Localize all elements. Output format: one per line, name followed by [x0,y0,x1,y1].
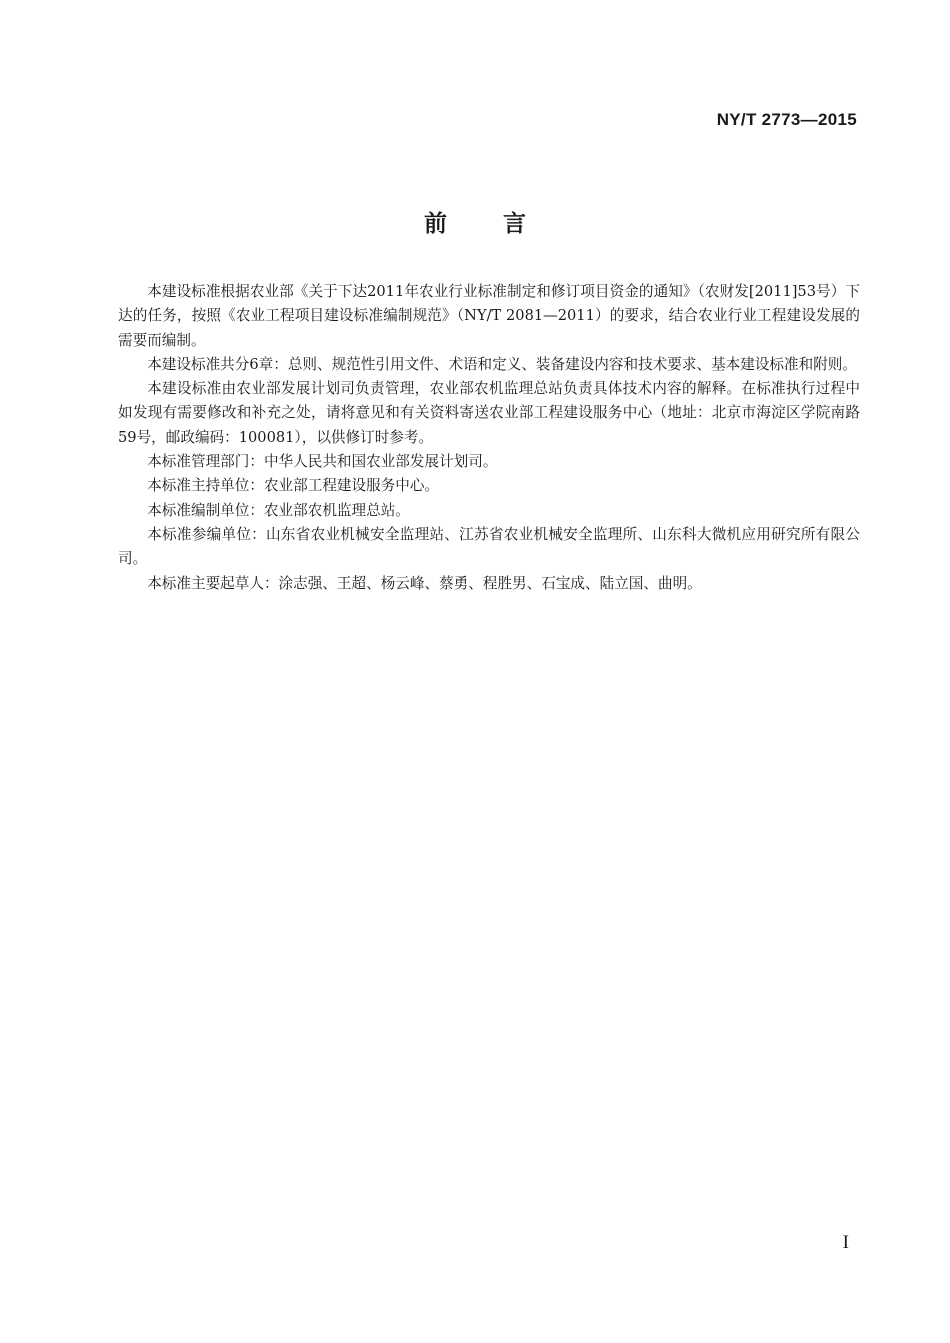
foreword-body [118,280,860,596]
paragraph-drafters: 本标准主要起草人：涂志强、王超、杨云峰、蔡勇、程胜男、石宝成、陆立国、曲明。 [147,574,702,592]
page-number: I [842,1232,849,1253]
paragraph-origin: 本建设标准根据农业部《关于下达2011年农业行业标准制定和修订项目资金的通知》（农财发[2011]53号）下达的任务，按照《农业工程项目建设标准编制规范》（NY/T 2081—2011）的要求，结合农业行业工程建设发展的需要而编制。 [118,283,860,349]
paragraph-management: 本建设标准由农业部发展计划司负责管理，农业部农机监理总站负责具体技术内容的解释。在标准执行过程中如发现有需要修改和补充之处，请将意见和有关资料寄送农业部工程建设服务中心（地址：北京市海淀区学院南路59号，邮政编码：100081），以供修订时参考。 [118,380,860,446]
paragraph-participating-units: 本标准参编单位：山东省农业机械安全监理站、江苏省农业机械安全监理所、山东科大微机应用研究所有限公司。 [118,525,860,568]
paragraph-structure: 本建设标准共分6章：总则、规范性引用文件、术语和定义、装备建设内容和技术要求、基本建设标准和附则。 [147,355,857,373]
paragraph-host-unit: 本标准主持单位：农业部工程建设服务中心。 [147,477,440,495]
paragraph-compiling-unit: 本标准编制单位：农业部农机监理总站。 [147,501,410,519]
paragraph-admin-dept: 本标准管理部门：中华人民共和国农业部发展计划司。 [147,453,498,471]
page-title: 前言 [424,211,582,237]
standard-number: NY/T 2773—2015 [716,110,857,129]
